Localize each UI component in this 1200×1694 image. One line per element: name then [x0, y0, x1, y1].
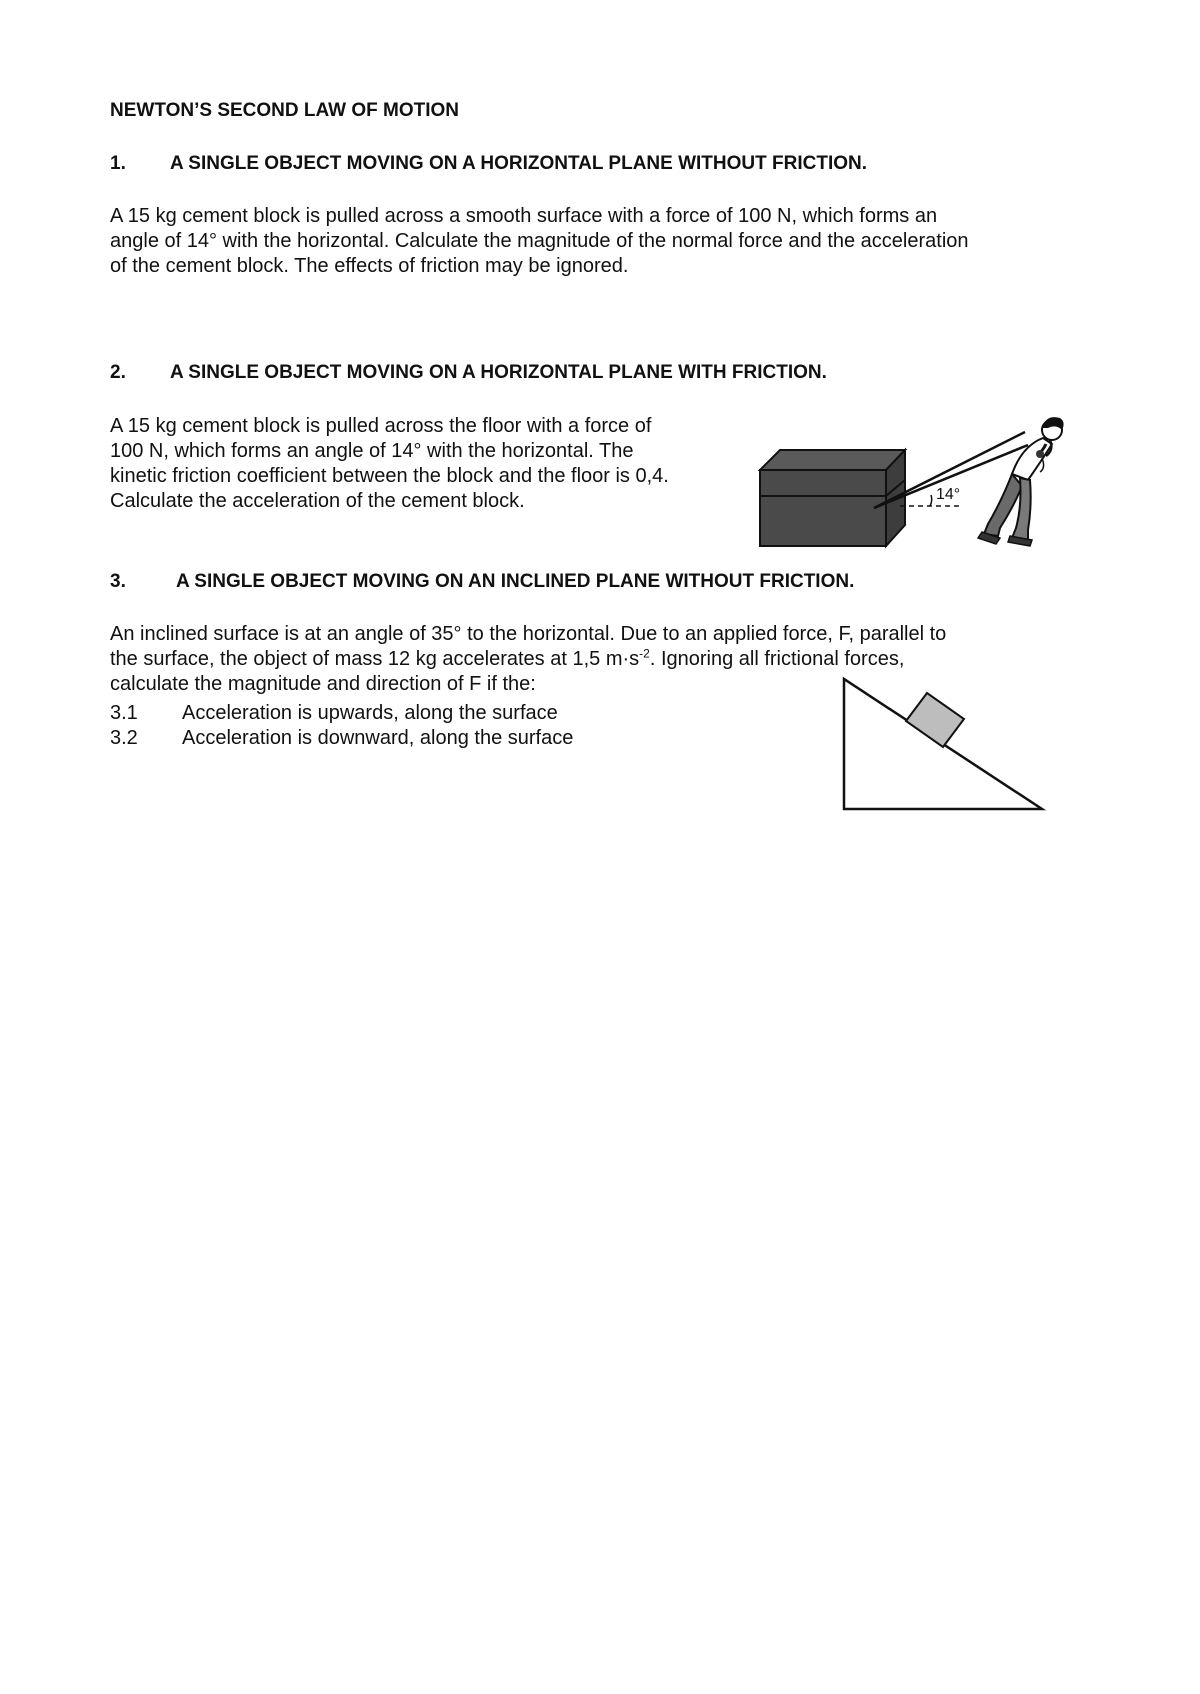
sub-question-number: 3.1: [110, 702, 138, 724]
section-3-line-text: . Ignoring all frictional forces,: [649, 648, 905, 670]
section-3-line: An inclined surface is at an angle of 35° to the horizontal. Due to an applied force, F, parallel to: [110, 623, 947, 645]
sliding-block: [906, 693, 964, 747]
section-3-number: 3.: [110, 571, 126, 592]
section-2-line: kinetic friction coefficient between the block and the floor is 0,4.: [110, 465, 669, 487]
sub-question-3-1: [110, 701, 710, 726]
section-3-line: calculate the magnitude and direction of F if the:: [110, 673, 536, 695]
section-3-line: [110, 647, 946, 672]
cement-block: [760, 450, 905, 546]
section-1-line: angle of 14° with the horizontal. Calculate the magnitude of the normal force and the acceleration: [110, 230, 969, 252]
section-1-heading: [110, 153, 1110, 177]
document-title: NEWTON’S SECOND LAW OF MOTION: [110, 100, 460, 121]
unit-exponent: -2: [639, 646, 650, 661]
section-1-line: of the cement block. The effects of friction may be ignored.: [110, 255, 629, 277]
section-1-number: 1.: [110, 153, 126, 174]
section-2-line: 100 N, which forms an angle of 14° with the horizontal. The: [110, 440, 634, 462]
section-2-number: 2.: [110, 362, 126, 383]
section-2-line: Calculate the acceleration of the cement block.: [110, 490, 525, 512]
section-3-paragraph: [110, 622, 946, 697]
sub-question-text: Acceleration is downward, along the surface: [182, 727, 574, 749]
angle-arc: [930, 495, 932, 506]
section-3-title: A SINGLE OBJECT MOVING ON AN INCLINED PLANE WITHOUT FRICTION.: [176, 571, 855, 592]
block-pull-figure: [750, 410, 1080, 570]
section-1-paragraph: [110, 204, 969, 279]
section-1-line: A 15 kg cement block is pulled across a smooth surface with a force of 100 N, which forms an: [110, 205, 938, 227]
sub-question-3-2: [110, 726, 710, 751]
section-2-line: A 15 kg cement block is pulled across the floor with a force of: [110, 415, 652, 437]
section-3-line-text: the surface, the object of mass 12 kg accelerates at 1,5 m·s: [110, 648, 640, 670]
man-pulling-icon: [978, 417, 1064, 546]
sub-question-text: Acceleration is upwards, along the surface: [182, 702, 558, 724]
section-2-title: A SINGLE OBJECT MOVING ON A HORIZONTAL PLANE WITH FRICTION.: [170, 362, 827, 383]
section-3-heading: [110, 571, 1110, 595]
sub-question-number: 3.2: [110, 727, 138, 749]
section-1-title: A SINGLE OBJECT MOVING ON A HORIZONTAL PLANE WITHOUT FRICTION.: [170, 153, 868, 174]
section-2-paragraph: [110, 414, 669, 514]
section-2-heading: [110, 362, 1110, 386]
inclined-plane-figure: [840, 675, 1050, 815]
angle-label: 14°: [936, 486, 961, 503]
